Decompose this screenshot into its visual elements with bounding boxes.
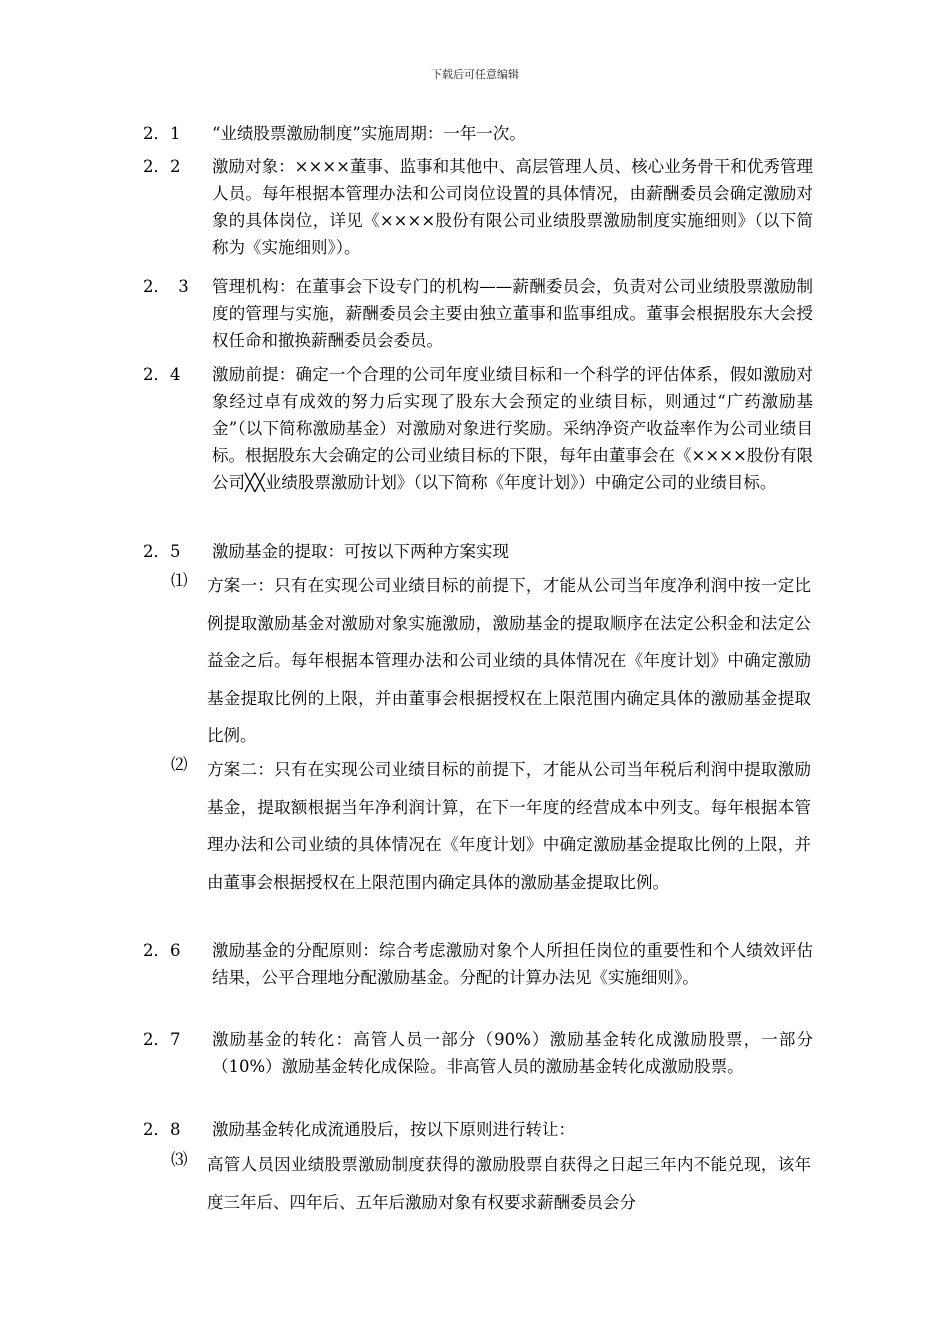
clause-number: 2．7: [143, 1030, 181, 1049]
clause-number: 2．8: [143, 1120, 181, 1139]
subitem-text: 高管人员因业绩股票激励制度获得的激励股票自获得之日起三年内不能兑现，该年度三年后、四年后、五年后激励对象有权要求薪酬委员会分: [207, 1155, 811, 1212]
clause-text: 管理机构：在董事会下设专门的机构——薪酬委员会，负责对公司业绩股票激励制度的管理与实施，薪酬委员会主要由独立董事和监事组成。董事会根据股东大会授权任命和撤换薪酬委员会委员。: [212, 277, 813, 350]
clause-text: 激励对象：××××董事、监事和其他中、高层管理人员、核心业务骨干和优秀管理人员。每年根据本管理办法和公司岗位设置的具体情况，由薪酬委员会确定激励对象的具体岗位，详见《××××股份有限公司业绩股票激励制度实施细则》（以下简称为《实施细则》）。: [212, 157, 813, 257]
clause-2-2: [143, 153, 813, 261]
clause-number: 2．4: [143, 365, 181, 384]
clause-number: 2． 3: [143, 277, 189, 296]
clause-2-5: [143, 538, 813, 565]
clause-number: 2．1: [143, 124, 181, 143]
clause-2-3: [143, 273, 813, 354]
clause-number: 2．6: [143, 941, 181, 960]
clause-2-1: [143, 120, 813, 147]
subitem-2: [171, 751, 811, 901]
subitem-3: [171, 1146, 811, 1221]
subitem-1: [171, 567, 811, 755]
clause-text: 激励基金的提取：可按以下两种方案实现: [212, 542, 509, 561]
subitem-number: ⑶: [171, 1150, 188, 1169]
subitem-text: 方案二：只有在实现公司业绩目标的前提下，才能从公司当年税后利润中提取激励基金，提取额根据当年净利润计算，在下一年度的经营成本中列支。每年根据本管理办法和公司业绩的具体情况在《年度计划》中确定激励基金提取比例的上限，并由董事会根据授权在上限范围内确定具体的激励基金提取比例。: [207, 760, 811, 892]
clause-text: 激励基金转化成流通股后，按以下原则进行转让：: [212, 1120, 575, 1139]
subitem-text: 方案一：只有在实现公司业绩目标的前提下，才能从公司当年度净利润中按一定比例提取激励基金对激励对象实施激励，激励基金的提取顺序在法定公积金和法定公益金之后。每年根据本管理办法和公司业绩的具体情况在《年度计划》中确定激励基金提取比例的上限，并由董事会根据授权在上限范围内确定具体的激励基金提取比例。: [207, 576, 811, 745]
page-header: 下载后可任意编辑: [431, 68, 519, 81]
clause-text: “业绩股票激励制度”实施周期：一年一次。: [212, 124, 526, 143]
clause-2-7: [143, 1026, 813, 1080]
clause-2-6: [143, 937, 813, 991]
clause-2-8: [143, 1116, 813, 1143]
clause-number: 2．2: [143, 157, 181, 176]
subitem-number: ⑵: [171, 755, 188, 774]
clause-2-4: [143, 361, 813, 496]
subitem-number: ⑴: [171, 571, 188, 590]
clause-text: 激励基金的分配原则：综合考虑激励对象个人所担任岗位的重要性和个人绩效评估结果，公平合理地分配激励基金。分配的计算办法见《实施细则》。: [212, 941, 813, 987]
clause-text: 激励前提：确定一个合理的公司年度业绩目标和一个科学的评估体系，假如激励对象经过卓有成效的努力后实现了股东大会预定的业绩目标，则通过“广药激励基金”（以下简称激励基金）对激励对象进行奖励。采纳净资产收益率作为公司业绩目标。根据股东大会确定的公司业绩目标的下限，每年由董事会在《××××股份有限公司╳╳业绩股票激励计划》（以下简称《年度计划》）中确定公司的业绩目标。: [212, 365, 813, 492]
clause-number: 2．5: [143, 542, 181, 561]
clause-text: 激励基金的转化：高管人员一部分（90%）激励基金转化成激励股票，一部分（10%）激励基金转化成保险。非高管人员的激励基金转化成激励股票。: [212, 1030, 813, 1076]
